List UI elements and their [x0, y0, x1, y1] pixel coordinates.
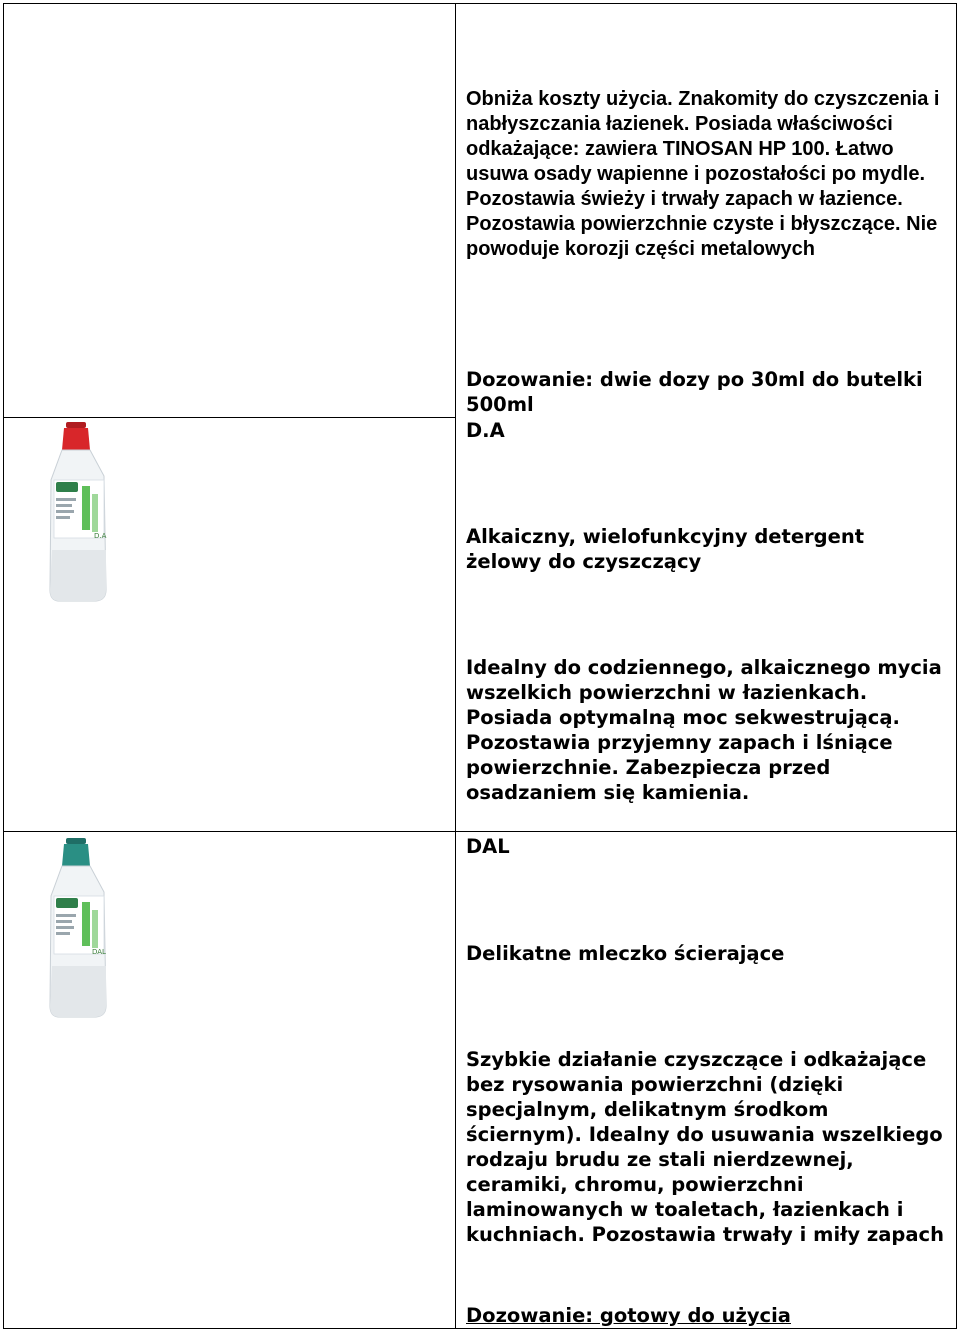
product-name: DAL: [466, 835, 510, 858]
product-subtitle: Delikatne mleczko ścierające: [466, 942, 785, 965]
dosage-text: Dozowanie: dwie dozy po 30ml do butelki 500ml: [466, 368, 923, 416]
table-column-divider: [455, 3, 456, 1328]
product-bottle-image: [46, 420, 112, 604]
product-name: D.A: [466, 419, 505, 442]
row-divider-1: [3, 417, 456, 418]
bottle-label-text: D.A: [94, 532, 107, 540]
table-right-border: [956, 3, 957, 1328]
bottle-label-text: DAL: [92, 948, 106, 956]
table-left-border: [3, 3, 4, 1328]
product-description: Obniża koszty użycia. Znakomity do czyszczenia i nabłyszczania łazienek. Posiada właściwości odkażające: zawiera TINOSAN HP 100. Łatwo usuwa osady wapienne i pozostałości po mydle. Pozostawia świeży i trwały zapach w łazience. Pozostawia powierzchnie czyste i błyszczące. Nie powoduje korozji części metalowych: [466, 88, 940, 260]
product-bottle-image: [46, 836, 112, 1020]
table-top-border: [3, 3, 957, 4]
product-description: Szybkie działanie czyszczące i odkażające bez rysowania powierzchni (dzięki specjalnym, delikatnym środkom ściernym). Idealny do usuwania wszelkiego rodzaju brudu ze stali nierdzewnej, ceramiki, chromu, powierzchni laminowanych w toaletach, łazienkach i kuchniach. Pozostawia trwały i miły zapach: [466, 1048, 944, 1246]
product-subtitle: Alkaiczny, wielofunkcyjny detergent żelowy do czyszczący: [466, 525, 865, 573]
dosage-text: Dozowanie: gotowy do użycia: [466, 1304, 791, 1327]
table-bottom-border: [3, 1328, 957, 1329]
product-description: Idealny do codziennego, alkaicznego mycia wszelkich powierzchni w łazienkach. Posiada optymalną moc sekwestrującą. Pozostawia przyjemny zapach i lśniące powierzchnie. Zabezpiecza przed osadzaniem się kamienia.: [466, 656, 942, 804]
row-divider-2: [3, 831, 957, 832]
